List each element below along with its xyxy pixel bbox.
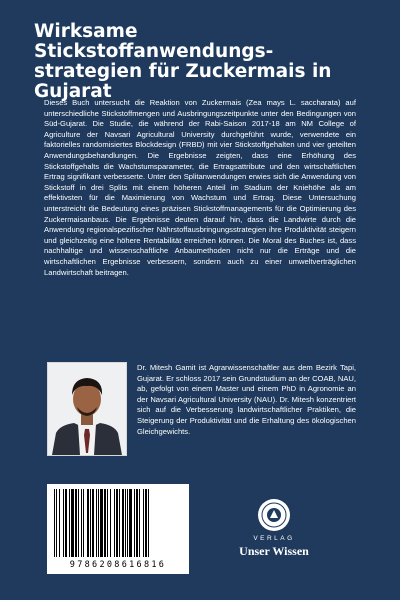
author-photo — [47, 362, 127, 456]
barcode-bars — [52, 489, 184, 557]
publisher — [224, 498, 324, 559]
author-bio: Dr. Mitesh Gamit ist Agrarwissenschaftler aus dem Bezirk Tapi, Gujarat. Er schloss 2017 sein Grundstudium an der COAB, NAU, ab, gefolgt von einem Master und einem PhD in Agronomie an der Navsari Agricultural University (NAU). Dr. Mitesh konzentriert sich auf die Verbesserung landwirtschaftlicher Praktiken, die Steigerung der Produktivität und die Erhaltung des ökologischen Gleichgewichts. — [137, 363, 356, 436]
publisher-verlag-label: VERLAG — [253, 535, 295, 542]
isbn-number: 9786208616816 — [69, 560, 167, 570]
publisher-seal-icon — [257, 498, 291, 532]
publisher-name: Unser Wissen — [239, 544, 309, 558]
book-description: Dieses Buch untersucht die Reaktion von Zuckermais (Zea mays L. saccharata) auf unterschiedliche Stickstoffmengen und Ausbringungszeitpunkte unter den Bedingungen von Süd-Gujarat. Die Studie, die während der Rabi-Saison 2017-18 am NM College of Agriculture der Navsari Agricultural University durchgeführt wurde, verwendete ein faktorielles randomisiertes Blockdesign (FRBD) mit vier Stickstoffgehalten und vier geteilten Anwendungsbehandlungen. Die Ergebnisse zeigten, dass eine Erhöhung des Stickstoffgehalts die Wachstumsparameter, die Ertragsattribute und den wirtschaftlichen Ertrag signifikant verbesserte. Unter den Splitanwendungen erwies sich die Anwendung von Stickstoff in drei Splits mit einem höheren Anteil im Stadium der Kniehöhe als am effektivsten für die Maximierung von Wachstum und Ertrag. Diese Untersuchung unterstreicht die Bedeutung eines präzisen Stickstoffmanagements für die Optimierung des Zuckermaisanbaus. Die Ergebnisse deuten darauf hin, dass die Landwirte durch die Anwendung regionalspezifischer Nährstoffausbringungsstrategien ihre Produktivität steigern und gleichzeitig eine höhere Rentabilität erreichen können. Die Moral des Buches ist, dass nachhaltige und wissenschaftliche Anbaumethoden nicht nur die Erträge und die wirtschaftlichen Ergebnisse verbessern, sondern auch zu einer umweltverträglichen Landwirtschaft beitragen. — [44, 98, 356, 277]
book-title: Wirksame Stickstoffanwendungs-strategien für Zuckermais in Gujarat — [34, 21, 332, 102]
isbn-barcode — [47, 484, 189, 574]
